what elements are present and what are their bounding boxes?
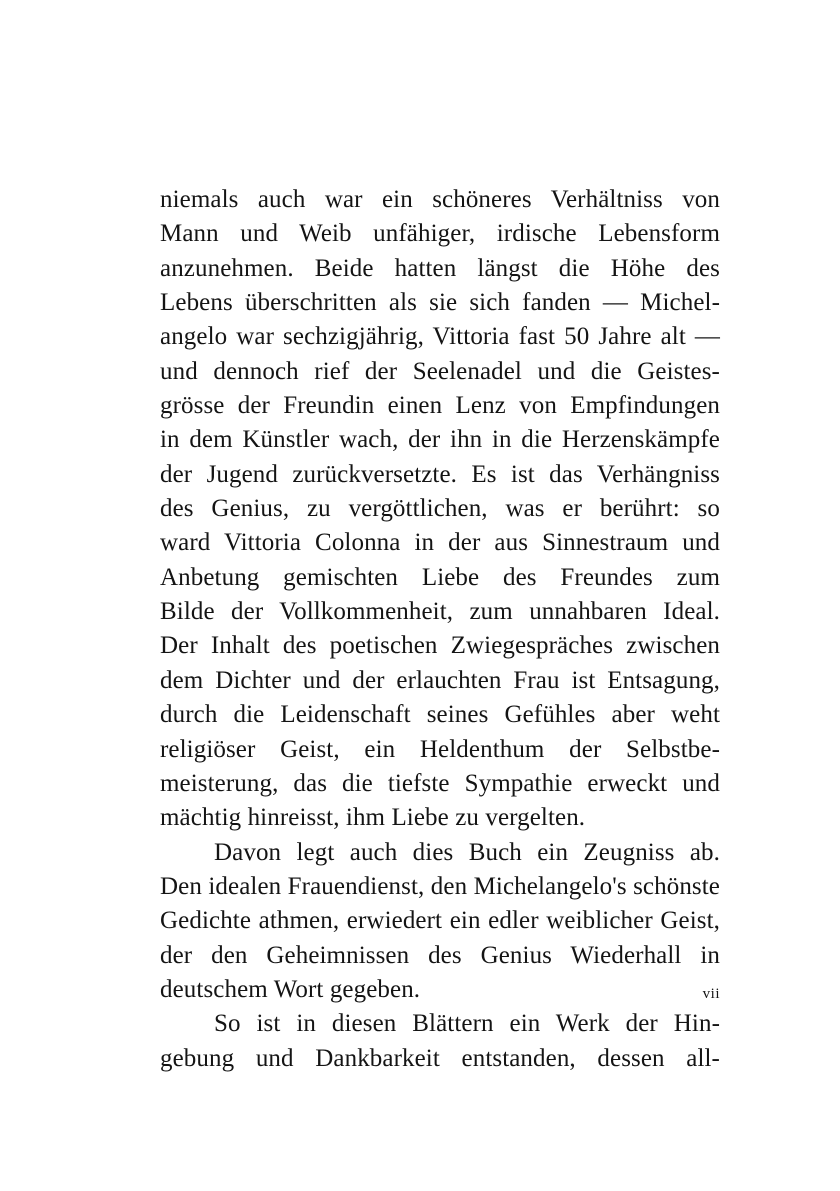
text-line: grösse der Freundin einen Lenz von Empfindungen (160, 392, 720, 420)
text-line: So ist in diesen Blättern ein Werk der Hin- (214, 1010, 720, 1038)
body-text (160, 183, 720, 1076)
text-line: meisterung, das die tiefste Sympathie erweckt und (160, 769, 720, 797)
text-line: niemals auch war ein schöneres Verhältniss von (160, 186, 720, 213)
text-line: in dem Künstler wach, der ihn in die Herzenskämpfe (160, 426, 720, 454)
text-line: Gedichte athmen, erwiedert ein edler weiblicher Geist, (160, 907, 720, 935)
text-line: religiöser Geist, ein Heldenthum der Selbstbe- (160, 735, 720, 763)
text-line: anzunehmen. Beide hatten längst die Höhe des (160, 254, 720, 282)
paragraph-1 (160, 183, 720, 836)
text-line: der Jugend zurückversetzte. Es ist das Verhängniss (160, 460, 720, 488)
text-line: angelo war sechzigjährig, Vittoria fast 50 Jahre alt — (160, 323, 720, 351)
paragraph-2 (160, 836, 720, 1008)
text-line: deutschem Wort gegeben. (160, 975, 421, 1003)
text-line: der den Geheimnissen des Genius Wiederhall in (160, 941, 720, 969)
text-line: Mann und Weib unfähiger, irdische Lebensform (160, 220, 720, 248)
page-number: vii (702, 986, 720, 1002)
text-line: dem Dichter und der erlauchten Frau ist Entsagung, (160, 666, 720, 694)
text-line: des Genius, zu vergöttlichen, was er berührt: so (160, 495, 720, 523)
text-line: ward Vittoria Colonna in der aus Sinnestraum und (160, 529, 720, 557)
text-line: Anbetung gemischten Liebe des Freundes zum (160, 563, 720, 591)
text-line: durch die Leidenschaft seines Gefühles aber weht (160, 701, 720, 729)
text-line: Der Inhalt des poetischen Zwiegespräches zwischen (160, 632, 720, 660)
text-line: Den idealen Frauendienst, den Michelangelo's schönste (160, 872, 720, 900)
text-line: Lebens überschritten als sie sich fanden — Michel- (160, 289, 720, 317)
text-line: und dennoch rief der Seelenadel und die Geistes- (160, 357, 720, 385)
text-line: mächtig hinreisst, ihm Liebe zu vergelten. (160, 804, 586, 832)
text-line: Davon legt auch dies Buch ein Zeugniss ab. (214, 838, 720, 866)
text-line: gebung und Dankbarkeit entstanden, dessen all- (160, 1044, 720, 1072)
paragraph-3 (160, 1007, 720, 1076)
text-line: Bilde der Vollkommenheit, zum unnahbaren Ideal. (160, 598, 720, 626)
